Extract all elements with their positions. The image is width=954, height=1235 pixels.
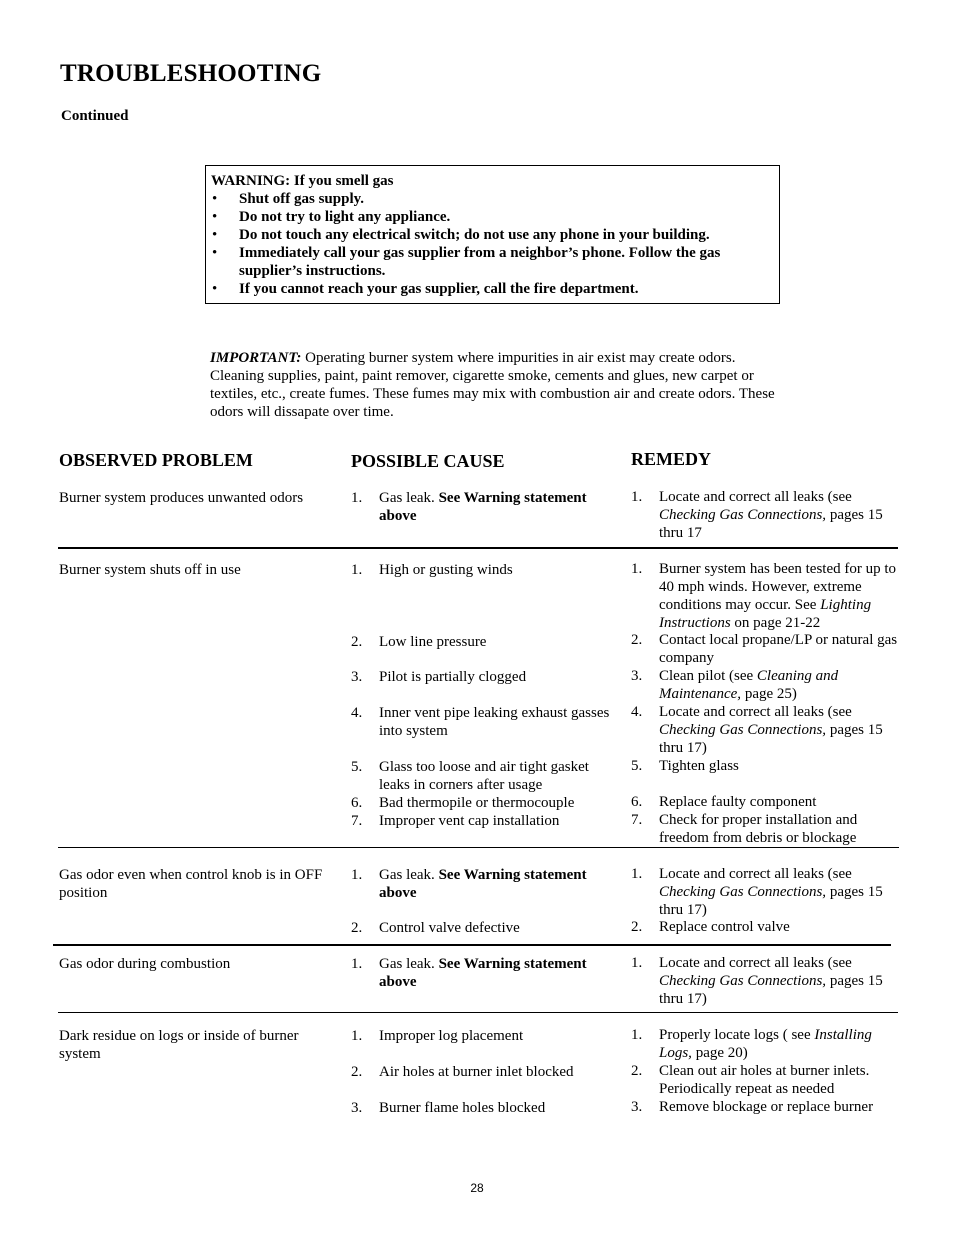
warning-item: • Shut off gas supply. [211, 190, 771, 208]
warning-item: • Immediately call your gas supplier from a neighbor’s phone. Follow the gas supplier’s instructions. [211, 244, 771, 280]
problem-text: Dark residue on logs or inside of burner system [59, 1028, 299, 1062]
cause-text: Gas leak. See Warning statement above [379, 490, 587, 524]
cause-number: 1. [351, 490, 363, 506]
page-title: TROUBLESHOOTING [60, 60, 322, 87]
warning-heading: WARNING: If you smell gas [211, 173, 394, 189]
warning-item: • Do not touch any electrical switch; do not use any phone in your building. [211, 226, 771, 244]
column-header-problem: OBSERVED PROBLEM [59, 450, 253, 470]
warning-item: • If you cannot reach your gas supplier, call the fire department. [211, 280, 771, 298]
row-divider [58, 547, 898, 549]
problem-text: Gas odor during combustion [59, 956, 231, 972]
problem-text: Burner system shuts off in use [59, 562, 241, 578]
warning-item: • Do not try to light any appliance. [211, 208, 771, 226]
page-number: 28 [470, 1181, 484, 1195]
column-header-remedy: REMEDY [631, 449, 711, 469]
column-header-cause: POSSIBLE CAUSE [351, 451, 505, 471]
row-divider [58, 847, 899, 848]
remedy-number: 1. [631, 489, 643, 505]
page-subtitle: Continued [61, 108, 129, 124]
problem-text: Gas odor even when control knob is in OFF position [59, 867, 323, 901]
important-note [210, 349, 790, 421]
problem-text: Burner system produces unwanted odors [59, 490, 304, 506]
row-divider [53, 944, 891, 946]
important-label: IMPORTANT: [210, 350, 302, 366]
remedy-text: Locate and correct all leaks (see Checking Gas Connections, pages 15 thru 17 [659, 489, 883, 541]
row-divider [58, 1012, 898, 1013]
important-text: Operating burner system where impurities in air exist may create odors. Cleaning supplies, paint, paint remover, cigarette smoke, cements and glues, new carpet or textiles, etc., create fumes. These fumes may mix with combustion air and create odors. These odors will dissapate over time. [210, 350, 775, 420]
warning-box [205, 165, 780, 304]
warning-list [211, 190, 771, 298]
